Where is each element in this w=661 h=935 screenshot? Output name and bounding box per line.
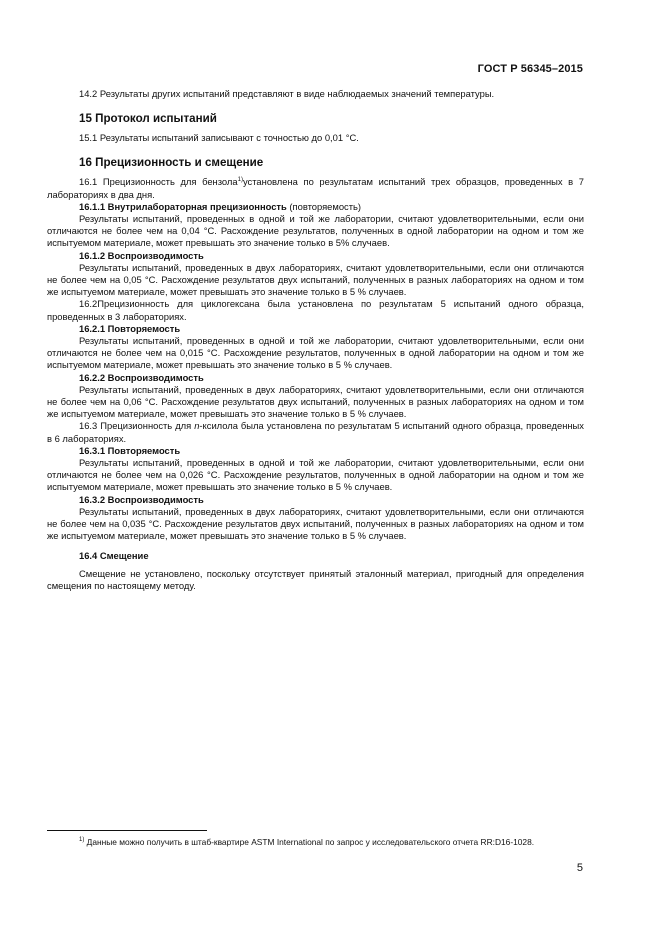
paragraph-16-1-end: установлена по результатам испытаний трех образцов, проведенных в 7 лабораториях в два дня.	[47, 176, 584, 200]
page-number: 5	[576, 862, 583, 874]
heading-16-2-1: 16.2.1 Повторяемость	[79, 322, 181, 334]
heading-16-4: 16.4 Смещение	[79, 549, 149, 561]
heading-16-1-1-bold: 16.1.1 Внутрилабораторная прецизионность	[79, 200, 287, 212]
paragraph-16-1-1: Результаты испытаний, проведенных в одной и той же лаборатории, считают удовлетворительными, если они отличаются не более чем на 0,04 °С. Расхождение результатов, полученных в одной лаборатории на одном и том же испытуемом материале, может превышать это значение только в 5% случаев.	[47, 213, 584, 249]
paragraph-14-2: 14.2 Результаты других испытаний представляют в виде наблюдаемых значений температуры.	[79, 88, 495, 99]
paragraph-16-3-1: Результаты испытаний, проведенных в одной и той же лаборатории, считают удовлетворительными, если они отличаются не более чем на 0,026 °С. Расхождение результатов, полученных в одной лаборатории на одном и том же испытуемом материале, может превышать это значение только в 5 % случаев.	[47, 457, 584, 493]
heading-16-1-1	[79, 201, 584, 213]
heading-16-3-1: 16.3.1 Повторяемость	[79, 444, 181, 456]
footnote-marker: 1)	[79, 837, 85, 843]
heading-16-2-2: 16.2.2 Воспроизводимость	[79, 371, 204, 383]
heading-section-15: 15 Протокол испытаний	[79, 112, 217, 126]
paragraph-16-3-end: -ксилола была установлена по результатам 5 испытаний одного образца, проведенных в 6 лабораториях.	[47, 420, 584, 444]
heading-16-3-2: 16.3.2 Воспроизводимость	[79, 493, 204, 505]
footnote	[47, 837, 584, 848]
paragraph-16-4: Смещение не установлено, поскольку отсутствует принятый эталонный материал, пригодный для определения смещения по настоящему методу.	[47, 567, 584, 591]
document-header: ГОСТ Р 56345–2015	[477, 63, 583, 75]
paragraph-16-2-2: Результаты испытаний, проведенных в двух лабораториях, считают удовлетворительными, если они отличаются не более чем на 0,06 °С. Расхождение результатов двух испытаний, полученных в разных лабораториях на одном и том же испытуемом материале, может превышать это значение только в 5 % случаев.	[47, 383, 584, 420]
paragraph-15-1: 15.1 Результаты испытаний записывают с точностью до 0,01 °С.	[79, 132, 359, 144]
footnote-text: Данные можно получить в штаб-квартире ASTM International по запрос у исследовательского отчета RR:D16-1028.	[84, 837, 535, 847]
footnote-reference: 1)	[237, 177, 243, 184]
paragraph-16-1	[47, 176, 584, 200]
paragraph-16-3-2: Результаты испытаний, проведенных в двух лабораториях, считают удовлетворительными, если они отличаются не более чем на 0,035 °С. Расхождение результатов двух испытаний, полученных в разных лабораториях на одном и том же испытуемом материале, может превышать это значение только в 5 % случаев.	[47, 505, 584, 542]
document-body	[47, 88, 584, 592]
paragraph-16-1-2: Результаты испытаний, проведенных в двух лабораториях, считают удовлетворительными, если они отличаются не более чем на 0,05 °С. Расхождение результатов двух испытаний, полученных в разных лабораториях на одном и том же испытуемом материале, может превышать это значение только в 5 % случаев.	[47, 261, 584, 298]
paragraph-16-2-1: Результаты испытаний, проведенных в одной и той же лаборатории, считают удовлетворительными, если они отличаются не более чем на 0,015 °С. Расхождение результатов, полученных в одной лаборатории на одном и том же испытуемом материале, может превышать это значение только в 5 % случаев.	[47, 335, 584, 371]
paragraph-16-3-start: 16.3 Прецизионность для	[79, 420, 195, 432]
heading-16-1-1-suffix: (повторяемость)	[286, 200, 362, 212]
heading-16-1-2: 16.1.2 Воспроизводимость	[79, 249, 204, 261]
paragraph-16-3	[47, 420, 584, 444]
paragraph-16-3-italic: n	[194, 420, 200, 432]
heading-section-16: 16 Прецизионность и смещение	[79, 156, 264, 170]
paragraph-16-2: 16.2Прецизионность для циклогексана была установлена по результатам 5 испытаний одного образца, проведенных в 3 лабораториях.	[47, 298, 584, 322]
paragraph-16-1-start: 16.1 Прецизионность для бензола	[79, 176, 238, 188]
footnote-divider	[47, 830, 207, 831]
